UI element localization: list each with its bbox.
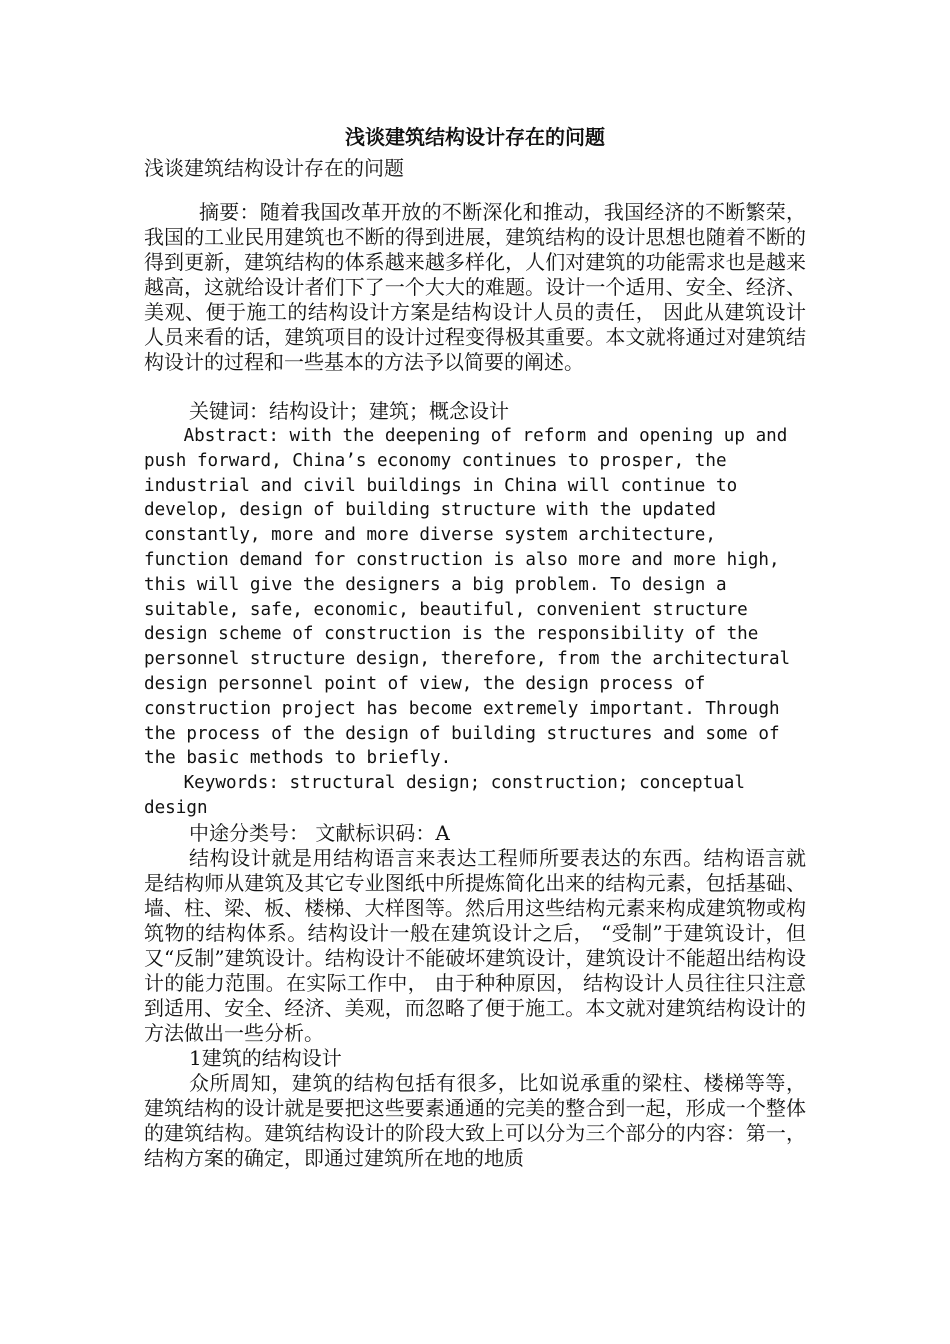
document-subtitle: 浅谈建筑结构设计存在的问题 xyxy=(144,156,404,180)
abstract-cn: 摘要：随着我国改革开放的不断深化和推动，我国经济的不断繁荣，我国的工业民用建筑也不断的得到进展，建筑结构的设计思想也随着不断的得到更新，建筑结构的体系越来越多样化，人们对建筑的功能需求也是越来越高，这就给设计者们下了一个大大的难题。设计一个适用、安全、经济、美观、便于施工的结构设计方案是结构设计人员的责任， 因此从建筑设计人员来看的话，建筑项目的设计过程变得极其重要。本文就将通过对建筑结构设计的过程和一些基本的方法予以简要的阐述。 xyxy=(144,200,806,374)
classification-line: 中途分类号： 文献标识码：A xyxy=(189,820,450,845)
section-1-body: 众所周知，建筑的结构包括有很多，比如说承重的梁柱、楼梯等等，建筑结构的设计就是要把这些要素通通的完美的整合到一起，形成一个整体的建筑结构。建筑结构设计的阶段大致上可以分为三个部分的内容：第一，结构方案的确定，即通过建筑所在地的地质 xyxy=(144,1070,806,1170)
spacer xyxy=(144,190,806,200)
document-body xyxy=(144,120,806,1171)
document-title: 浅谈建筑结构设计存在的问题 xyxy=(345,125,605,149)
section-1-heading: 1建筑的结构设计 xyxy=(189,1045,342,1070)
intro-paragraph: 结构设计就是用结构语言来表达工程师所要表达的东西。结构语言就是结构师从建筑及其它专业图纸中所提炼简化出来的结构元素，包括基础、墙、柱、梁、板、楼梯、大样图等。然后用这些结构元素来构成建筑物或构筑物的结构体系。结构设计一般在建筑设计之后， “受制”于建筑设计，但又“反制”建筑设计。结构设计不能破坏建筑设计，建筑设计不能超出结构设计的能力范围。在实际工作中， 由于种种原因， 结构设计人员往往只注意到适用、安全、经济、美观，而忽略了便于施工。本文就对建筑结构设计的方法做出一些分析。 xyxy=(144,845,806,1045)
spacer xyxy=(144,375,806,399)
abstract-en: Abstract: with the deepening of reform and opening up and push forward, China’s economy continues to prosper, the industrial and civil buildings in China will continue to develop, design of building structure with the updated constantly, more and more diverse system architecture, function demand for construction is also more and more high, this will give the designers a big problem. To design a suitable, safe, economic, beautiful, convenient structure design scheme of construction is the responsibility of the personnel structure design, therefore, from the architectural design personnel point of view, the design process of construction project has become extremely important. Through the process of the design of building structures and some of the basic methods to briefly. xyxy=(144,426,791,769)
keywords-en: Keywords: structural design; construction; conceptual design xyxy=(144,773,745,818)
keywords-cn: 关键词：结构设计；建筑；概念设计 xyxy=(189,399,509,423)
